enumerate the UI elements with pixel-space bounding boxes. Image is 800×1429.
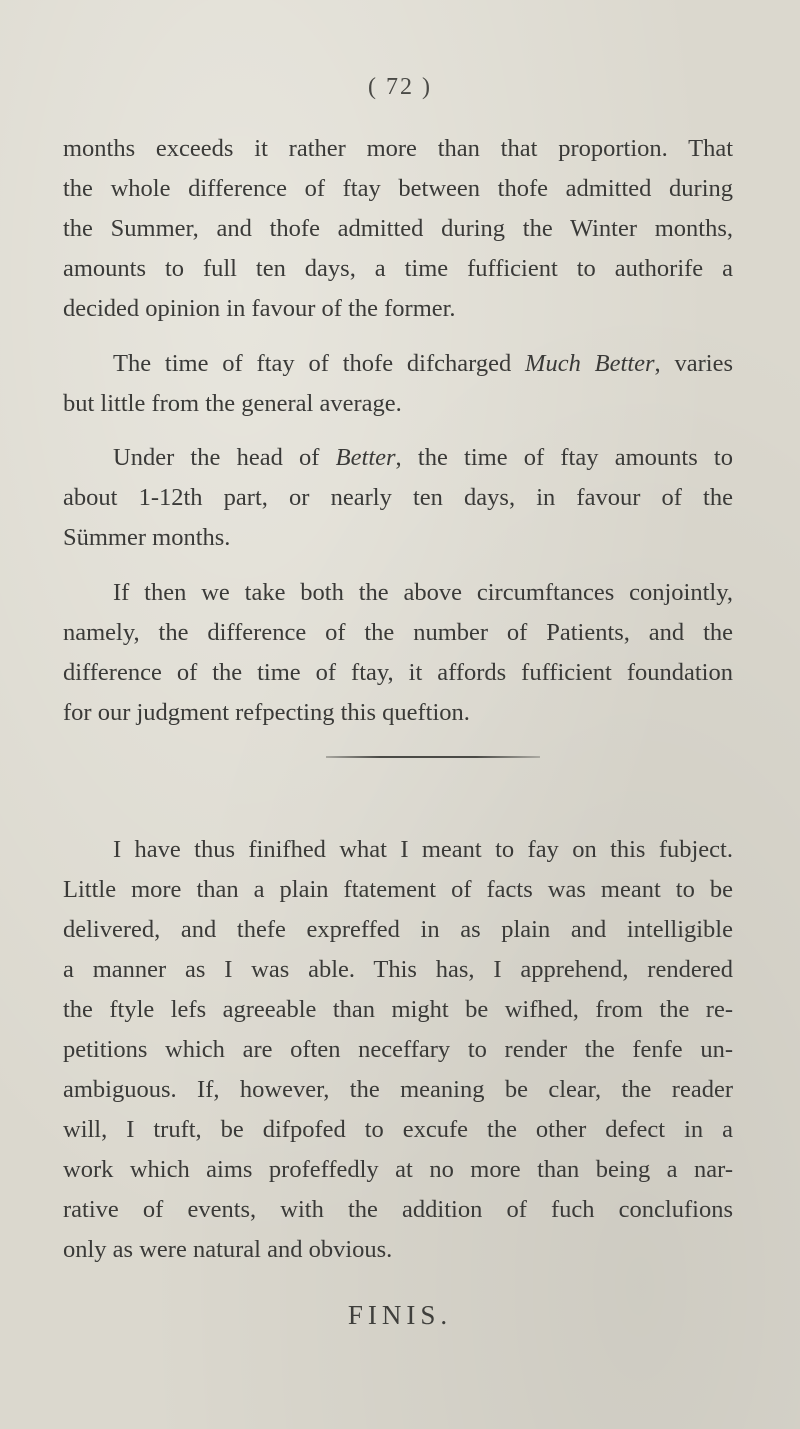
text-line: ambiguous. If, however, the meaning be clear, the reader [63, 1076, 733, 1103]
text-line: but little from the general average. [63, 390, 402, 417]
text-line [113, 446, 733, 471]
text-line: work which aims profeffedly at no more than being a nar- [63, 1156, 733, 1183]
text-line: the ftyle lefs agreeable than might be wifhed, from the re- [63, 996, 733, 1023]
italic-term-better: Better [335, 444, 396, 471]
text-line: petitions which are often neceffary to render the fenfe un- [63, 1036, 733, 1063]
text-line: months exceeds it rather more than that proportion. That [63, 135, 733, 162]
text-line: difference of the time of ftay, it affords fufficient foundation [63, 659, 733, 686]
text-line: for our judgment refpecting this queftion. [63, 699, 470, 726]
text-line: amounts to full ten days, a time fufficient to authorife a [63, 255, 733, 282]
text-line: a manner as I was able. This has, I apprehend, rendered [63, 956, 733, 983]
text-line: about 1-12th part, or nearly ten days, in favour of the [63, 484, 733, 511]
text-run: , varies [654, 350, 733, 377]
text-line [113, 352, 733, 377]
text-line: rative of events, with the addition of fuch conclufions [63, 1196, 733, 1223]
finis-heading: FINIS. [347, 1300, 453, 1330]
italic-term-much-better: Much Better [525, 350, 655, 377]
text-run: , the time of ftay amounts to [395, 444, 733, 471]
text-line: If then we take both the above circumftances conjointly, [113, 579, 733, 606]
page-number: ( 72 ) [368, 74, 432, 100]
text-line: Little more than a plain ftatement of facts was meant to be [63, 876, 733, 903]
text-line: the Summer, and thofe admitted during the Winter months, [63, 215, 733, 242]
text-line: I have thus finifhed what I meant to fay on this fubject. [113, 836, 733, 863]
text-line: namely, the difference of the number of Patients, and the [63, 619, 733, 646]
text-line: Sümmer months. [63, 524, 231, 551]
text-line: decided opinion in favour of the former. [63, 295, 456, 322]
text-line: the whole difference of ftay between thofe admitted during [63, 175, 733, 202]
text-line: will, I truft, be difpofed to excufe the other defect in a [63, 1116, 733, 1143]
text-run: Under the head of [113, 444, 336, 471]
text-run: The time of ftay of thofe difcharged [113, 350, 526, 377]
text-line: only as were natural and obvious. [63, 1236, 393, 1263]
section-divider [326, 756, 540, 758]
text-line: delivered, and thefe expreffed in as plain and intelligible [63, 916, 733, 943]
